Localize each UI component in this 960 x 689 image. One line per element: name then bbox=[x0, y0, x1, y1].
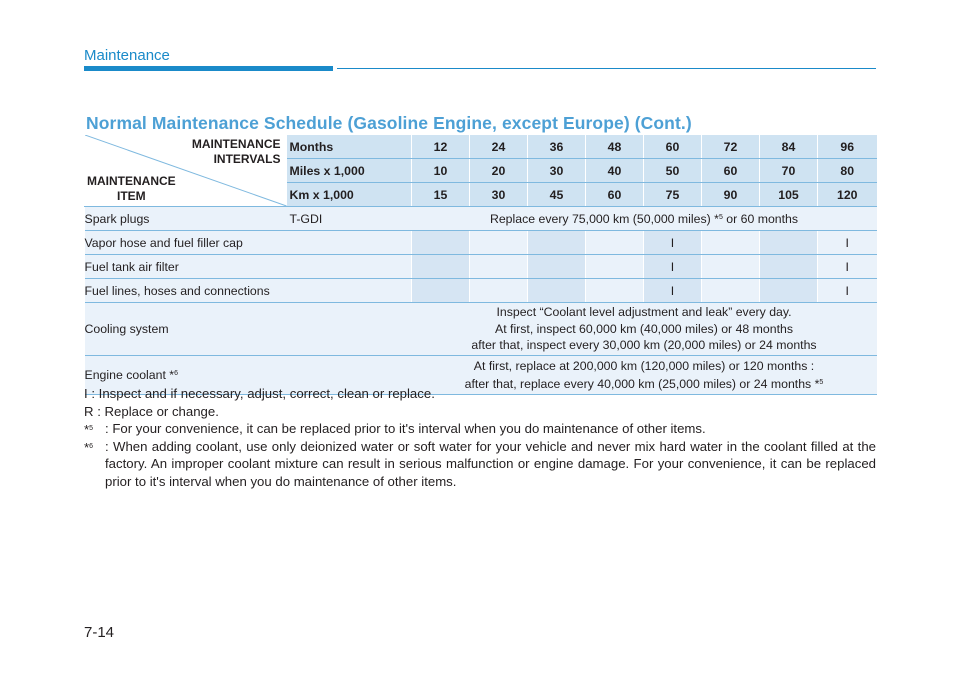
schedule-cell: I bbox=[818, 279, 877, 303]
schedule-cell bbox=[586, 255, 644, 279]
header-value: 90 bbox=[702, 183, 760, 207]
schedule-cell: I bbox=[644, 255, 702, 279]
header-value: 60 bbox=[702, 159, 760, 183]
header-value: 15 bbox=[412, 183, 470, 207]
item-label-line1: MAINTENANCE bbox=[87, 174, 176, 188]
table-row-cooling-system bbox=[85, 303, 877, 356]
schedule-cell bbox=[528, 231, 586, 255]
schedule-cell bbox=[702, 255, 760, 279]
footnote-tag bbox=[84, 438, 93, 457]
schedule-cell bbox=[412, 255, 470, 279]
header-value: 70 bbox=[760, 159, 818, 183]
interval-text: or 60 months bbox=[722, 211, 799, 226]
schedule-cell bbox=[412, 279, 470, 303]
section-title: Maintenance bbox=[84, 47, 170, 64]
schedule-cell bbox=[470, 231, 528, 255]
header-value: 96 bbox=[818, 135, 877, 159]
interval-line: At first, replace at 200,000 km (120,000 miles) or 120 months : bbox=[473, 359, 815, 373]
footnote-ref: 5 bbox=[718, 213, 723, 221]
header-value: 40 bbox=[586, 159, 644, 183]
interval-text: Replace every 75,000 km (50,000 miles) * bbox=[489, 211, 719, 226]
header-value: 80 bbox=[818, 159, 877, 183]
schedule-cell: I bbox=[644, 231, 702, 255]
footnotes bbox=[84, 385, 876, 490]
header-value: 30 bbox=[470, 183, 528, 207]
header-value: 72 bbox=[702, 135, 760, 159]
schedule-cell bbox=[586, 279, 644, 303]
item-name-text: Engine coolant * bbox=[84, 368, 175, 382]
schedule-cell bbox=[760, 255, 818, 279]
header-rule-thick bbox=[84, 66, 333, 71]
table-row-fuel-tank-filter bbox=[85, 255, 877, 279]
note-6 bbox=[84, 438, 876, 491]
interval-line: At first, inspect 60,000 km (40,000 miles) or 48 months bbox=[495, 321, 793, 336]
engine-type: T-GDI bbox=[287, 207, 412, 231]
schedule-cell bbox=[760, 231, 818, 255]
schedule-cell bbox=[528, 255, 586, 279]
header-value: 84 bbox=[760, 135, 818, 159]
item-name: Cooling system bbox=[85, 303, 412, 356]
interval-line: after that, inspect every 30,000 km (20,000 miles) or 24 months bbox=[471, 338, 817, 353]
item-label-line2: ITEM bbox=[117, 189, 146, 203]
page-number: 7-14 bbox=[84, 624, 115, 641]
item-name: Vapor hose and fuel filler cap bbox=[85, 231, 412, 255]
schedule-cell: I bbox=[818, 231, 877, 255]
header-value: 10 bbox=[412, 159, 470, 183]
schedule-cell bbox=[412, 231, 470, 255]
schedule-cell bbox=[586, 231, 644, 255]
header-value: 60 bbox=[586, 183, 644, 207]
table-row-fuel-lines bbox=[85, 279, 877, 303]
note-replace: R : Replace or change. bbox=[84, 403, 219, 419]
interval-text: after that, replace every 40,000 km (25,000 miles) or 24 months * bbox=[464, 376, 820, 391]
footnote-number: 6 bbox=[89, 442, 94, 450]
footnote-ref: 5 bbox=[819, 378, 824, 386]
footnote-number: 5 bbox=[89, 425, 94, 432]
footnote-ref: 6 bbox=[174, 370, 178, 377]
schedule-cell bbox=[528, 279, 586, 303]
schedule-cell bbox=[702, 279, 760, 303]
header-label: Miles x 1,000 bbox=[287, 159, 412, 183]
spark-plugs-interval bbox=[412, 207, 877, 231]
header-value: 36 bbox=[528, 135, 586, 159]
intervals-label-line2: INTERVALS bbox=[213, 152, 281, 166]
item-label bbox=[87, 174, 176, 204]
header-rule-thin bbox=[337, 68, 876, 69]
intervals-label-line1: MAINTENANCE bbox=[191, 137, 281, 151]
footnote-text: : For your convenience, it can be replaced prior to it's interval when you do maintenance of other items. bbox=[105, 421, 706, 436]
interval-line: Inspect “Coolant level adjustment and leak” every day. bbox=[496, 305, 792, 320]
footnote-tag bbox=[84, 420, 93, 439]
header-value: 30 bbox=[528, 159, 586, 183]
schedule-cell: I bbox=[644, 279, 702, 303]
header-value: 24 bbox=[470, 135, 528, 159]
schedule-cell bbox=[470, 279, 528, 303]
table-corner-header bbox=[85, 135, 287, 207]
schedule-cell bbox=[702, 231, 760, 255]
note-inspect: I : Inspect and if necessary, adjust, correct, clean or replace. bbox=[84, 386, 435, 401]
table-row-vapor-hose bbox=[85, 231, 877, 255]
footnote-star: * bbox=[84, 439, 90, 455]
schedule-title: Normal Maintenance Schedule (Gasoline Engine, except Europe) (Cont.) bbox=[86, 113, 692, 133]
maintenance-schedule-table bbox=[84, 135, 877, 395]
header-value: 20 bbox=[470, 159, 528, 183]
header-value: 75 bbox=[644, 183, 702, 207]
cooling-system-interval bbox=[412, 303, 877, 356]
schedule-cell bbox=[760, 279, 818, 303]
note-5 bbox=[84, 420, 876, 438]
item-name: Fuel lines, hoses and connections bbox=[85, 279, 412, 303]
header-value: 12 bbox=[412, 135, 470, 159]
header-value: 120 bbox=[818, 183, 877, 207]
header-label: Months bbox=[287, 135, 412, 159]
header-value: 48 bbox=[586, 135, 644, 159]
header-label: Km x 1,000 bbox=[287, 183, 412, 207]
item-name: Fuel tank air filter bbox=[85, 255, 412, 279]
header-row-months bbox=[85, 135, 877, 159]
intervals-label bbox=[192, 137, 281, 167]
header-value: 105 bbox=[760, 183, 818, 207]
item-name: Spark plugs bbox=[85, 207, 287, 231]
header-value: 60 bbox=[644, 135, 702, 159]
header-value: 45 bbox=[528, 183, 586, 207]
header-value: 50 bbox=[644, 159, 702, 183]
table-row-spark-plugs bbox=[85, 207, 877, 231]
footnote-text: : When adding coolant, use only deionized water or soft water for your vehicle and never mix hard water in the coolant filled at the factory. An improper coolant mixture can result in serious malfunction or engine damage. For your convenience, it can be replaced prior to it's interval when you do maintenance of other items. bbox=[105, 438, 876, 489]
footnote-star: * bbox=[84, 422, 90, 437]
schedule-cell: I bbox=[818, 255, 877, 279]
schedule-cell bbox=[470, 255, 528, 279]
